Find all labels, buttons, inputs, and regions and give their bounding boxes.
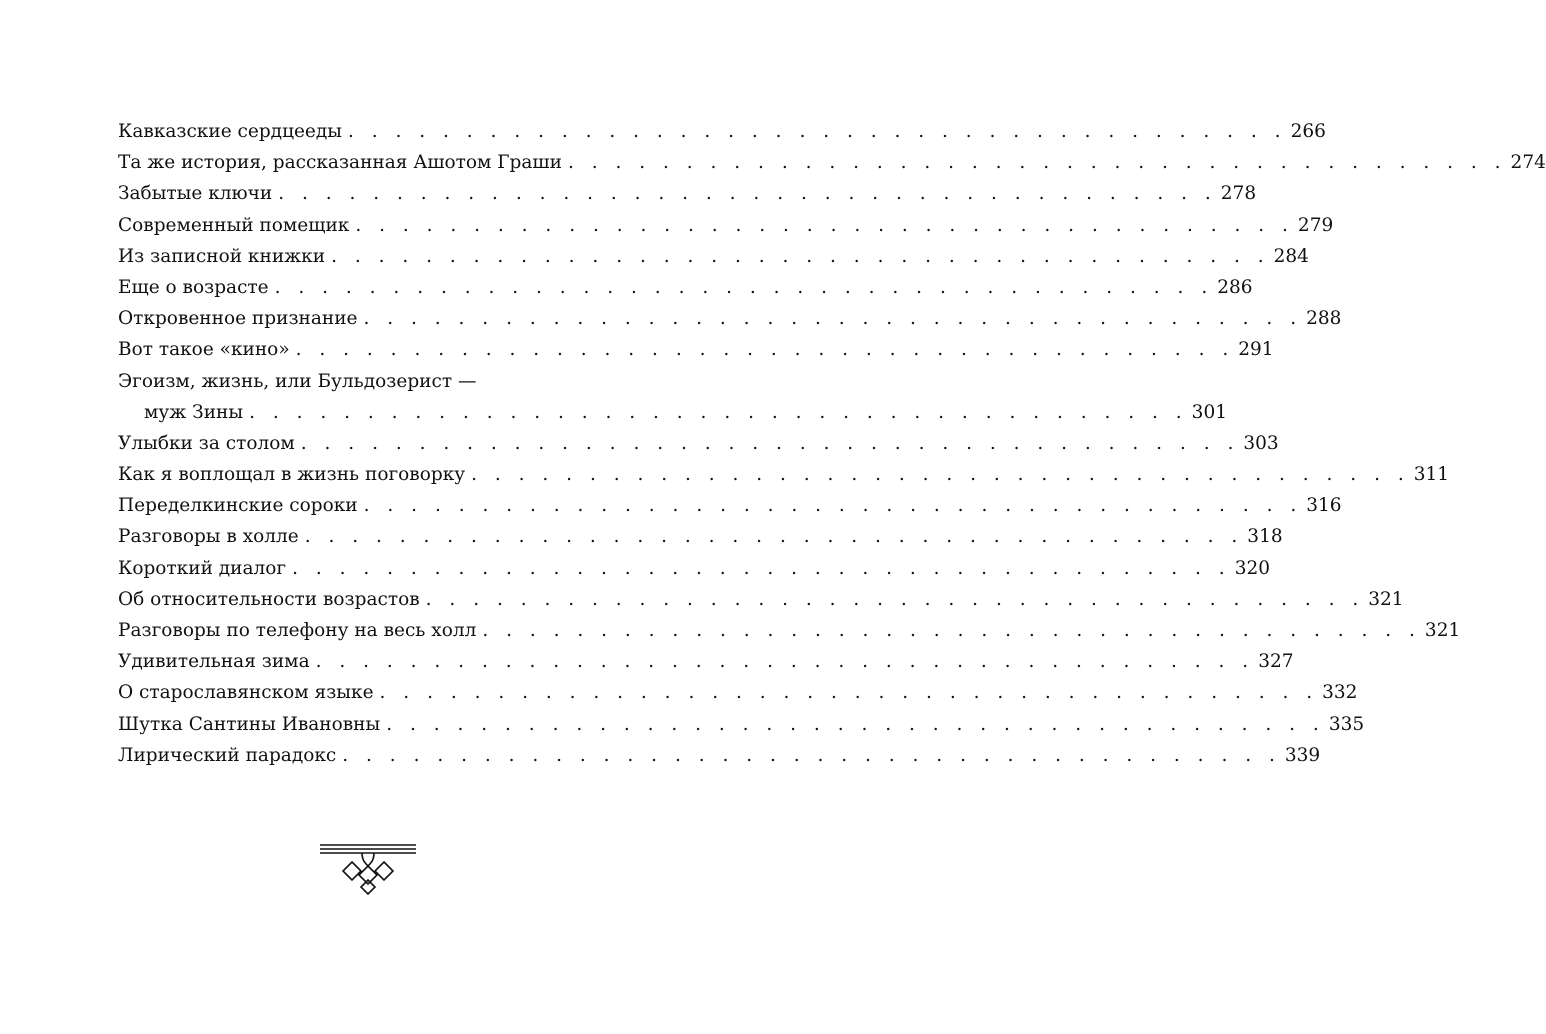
toc-entry-multiline <box>118 366 1227 428</box>
toc-entry <box>118 553 1270 584</box>
toc-entry-page: 316 <box>1306 495 1342 517</box>
toc-entry <box>118 272 1253 303</box>
dot-leader: . . . . . . . . . . . . . . . . . . . . . . . . . . . . . . . . . . . . . . . . <box>249 401 1188 423</box>
toc-entry-title: Лирический парадокс <box>118 744 337 766</box>
toc-entry <box>118 241 1309 272</box>
toc-entry-page: 274 <box>1510 152 1546 174</box>
dot-leader: . . . . . . . . . . . . . . . . . . . . . . . . . . . . . . . . . . . . . . . . <box>386 713 1325 735</box>
dot-leader: . . . . . . . . . . . . . . . . . . . . . . . . . . . . . . . . . . . . . . . . <box>292 557 1231 579</box>
toc-entry <box>118 334 1274 365</box>
toc-entry <box>118 646 1294 677</box>
toc-entry <box>118 521 1283 552</box>
toc-entry-title: Кавказские сердцееды <box>118 121 342 142</box>
dot-leader: . . . . . . . . . . . . . . . . . . . . . . . . . . . . . . . . . . . . . . . . <box>331 245 1270 267</box>
toc-entry-page: 291 <box>1238 339 1274 361</box>
toc-entry <box>118 709 1365 740</box>
dot-leader: . . . . . . . . . . . . . . . . . . . . . . . . . . . . . . . . . . . . . . . . <box>347 121 1287 142</box>
toc-entry-page: 327 <box>1258 651 1294 673</box>
toc-entry-title: Вот такое «кино» <box>118 339 290 361</box>
toc-entry-title: Переделкинские сороки <box>118 495 358 517</box>
toc-entry-page: 301 <box>1191 401 1227 423</box>
toc-entry <box>118 116 1326 147</box>
dot-leader: . . . . . . . . . . . . . . . . . . . . . . . . . . . . . . . . . . . . . . . . <box>278 183 1217 205</box>
dot-leader: . . . . . . . . . . . . . . . . . . . . . . . . . . . . . . . . . . . . . . . . <box>304 526 1244 548</box>
toc-entry <box>118 303 1342 334</box>
toc-entry-page: 303 <box>1243 432 1279 454</box>
dot-leader: . . . . . . . . . . . . . . . . . . . . . . . . . . . . . . . . . . . . . . . . <box>300 432 1240 454</box>
toc-entry-title-line1: Эгоизм, жизнь, или Бульдозерист — <box>118 370 477 392</box>
toc-entry-title: Как я воплощал в жизнь поговорку <box>118 464 466 486</box>
toc-entry-title: Об относительности возрастов <box>118 588 420 610</box>
toc-entry-page: 286 <box>1217 276 1253 298</box>
toc-entry-page: 284 <box>1273 245 1309 267</box>
toc-entry-page: 266 <box>1290 121 1326 142</box>
decorative-diamond-knot-icon <box>318 842 418 896</box>
dot-leader: . . . . . . . . . . . . . . . . . . . . . . . . . . . . . . . . . . . . . . . . <box>363 495 1303 517</box>
toc-entry-title: Забытые ключи <box>118 183 273 205</box>
toc-entry <box>118 584 1404 615</box>
toc-entry <box>118 677 1358 708</box>
toc-entry-title-line2: муж Зины <box>144 401 244 423</box>
toc-entry <box>118 740 1321 771</box>
toc-entry-title: Разговоры в холле <box>118 526 299 548</box>
dot-leader: . . . . . . . . . . . . . . . . . . . . . . . . . . . . . . . . . . . . . . . . <box>355 214 1294 236</box>
toc-entry-title: Шутка Сантины Ивановны <box>118 713 381 735</box>
toc-entry <box>118 178 1257 209</box>
toc-entry <box>118 459 1450 490</box>
toc-entry-title: Еще о возрасте <box>118 276 269 298</box>
dot-leader: . . . . . . . . . . . . . . . . . . . . . . . . . . . . . . . . . . . . . . . . <box>482 620 1421 641</box>
toc-entry-page: 321 <box>1368 588 1404 610</box>
toc-entry-title: Разговоры по телефону на весь холл <box>118 620 477 641</box>
toc-entry-page: 320 <box>1234 557 1270 579</box>
toc-entry-title: О старославянском языке <box>118 682 374 704</box>
toc-entry-title: Откровенное признание <box>118 308 358 330</box>
toc-entry-title: Короткий диалог <box>118 557 287 579</box>
toc-entry-page: 279 <box>1297 214 1334 236</box>
dot-leader: . . . . . . . . . . . . . . . . . . . . . . . . . . . . . . . . . . . . . . . . <box>363 308 1303 330</box>
toc-entry-title: Улыбки за столом <box>118 432 295 454</box>
toc-entry-page: 288 <box>1306 308 1342 330</box>
dot-leader: . . . . . . . . . . . . . . . . . . . . . . . . . . . . . . . . . . . . . . . . <box>295 339 1235 361</box>
toc-entry-title: Удивительная зима <box>118 651 310 673</box>
toc-entry <box>118 490 1342 521</box>
toc-entry-page: 311 <box>1413 464 1450 486</box>
toc-entry-page: 335 <box>1328 713 1365 735</box>
toc-entry <box>118 210 1334 241</box>
dot-leader: . . . . . . . . . . . . . . . . . . . . . . . . . . . . . . . . . . . . . . . . <box>567 152 1507 174</box>
dot-leader: . . . . . . . . . . . . . . . . . . . . . . . . . . . . . . . . . . . . . . . . <box>315 651 1255 673</box>
toc-entry-page: 332 <box>1322 682 1358 704</box>
toc-entry-page: 321 <box>1424 620 1461 641</box>
toc-entry-page: 318 <box>1247 526 1283 548</box>
dot-leader: . . . . . . . . . . . . . . . . . . . . . . . . . . . . . . . . . . . . . . . . <box>342 744 1281 766</box>
toc-entry-title: Современный помещик <box>118 214 350 236</box>
toc-entry <box>118 428 1279 459</box>
toc-entry <box>118 397 1227 428</box>
toc-entry-title: Та же история, рассказанная Ашотом Граши <box>118 152 562 174</box>
dot-leader: . . . . . . . . . . . . . . . . . . . . . . . . . . . . . . . . . . . . . . . . <box>274 276 1214 298</box>
toc-entry-page: 339 <box>1284 744 1321 766</box>
dot-leader: . . . . . . . . . . . . . . . . . . . . . . . . . . . . . . . . . . . . . . . . <box>471 464 1410 486</box>
toc-entry <box>118 147 1546 178</box>
toc-entry-title: Из записной книжки <box>118 245 326 267</box>
toc-entry-page: 278 <box>1220 183 1257 205</box>
dot-leader: . . . . . . . . . . . . . . . . . . . . . . . . . . . . . . . . . . . . . . . . <box>425 588 1365 610</box>
toc-entry <box>118 615 1461 646</box>
table-of-contents <box>118 116 1546 771</box>
dot-leader: . . . . . . . . . . . . . . . . . . . . . . . . . . . . . . . . . . . . . . . . <box>379 682 1319 704</box>
